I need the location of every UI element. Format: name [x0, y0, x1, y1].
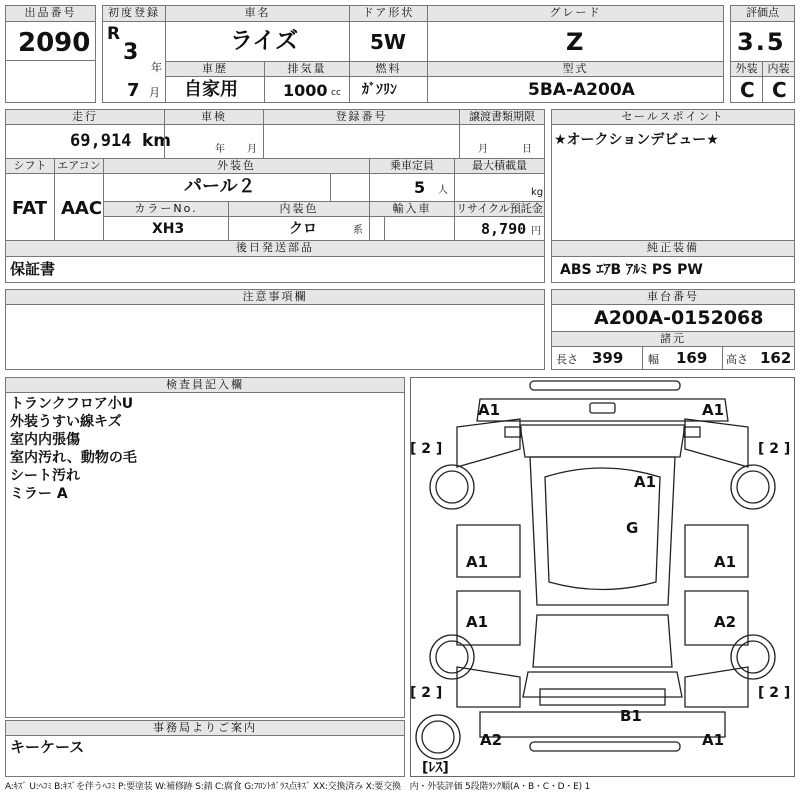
inspection-year-unit: 年 [215, 144, 225, 155]
sales-label: セールスポイント [551, 109, 795, 125]
score: 3.5 [737, 28, 786, 56]
car-name: ライズ [230, 28, 299, 54]
reg-month-unit: 月 [149, 86, 160, 99]
recycle: 8,790 [481, 220, 527, 238]
spec-divider-2 [722, 347, 723, 369]
notes-label: 注意事項欄 [5, 289, 545, 305]
spec-cell [551, 346, 795, 370]
hood-shape [477, 399, 728, 421]
loading-unit: kg [531, 187, 544, 198]
first-reg-label: 初度登録 [102, 5, 166, 22]
color-cell [103, 173, 370, 202]
damage-mark: A1 [466, 613, 489, 631]
chassis-label: 車台番号 [551, 289, 795, 305]
windshield-shape [520, 425, 685, 457]
left-mirror-shape [505, 427, 521, 437]
recycle-unit: 円 [531, 226, 541, 237]
history-cell [165, 76, 265, 103]
ac-label: エアコン [54, 158, 104, 174]
rear-window-shape [533, 615, 672, 667]
model: 5BA-A200A [528, 80, 635, 100]
damage-mark: A2 [480, 731, 503, 749]
era: R [107, 24, 121, 44]
damage-mark: A1 [466, 553, 489, 571]
ext-label: 外装 [730, 61, 763, 77]
exhaust-shape [530, 742, 680, 751]
fuel-cell [349, 76, 428, 103]
grade-label: グレード [427, 5, 724, 22]
notes-cell [5, 304, 545, 370]
front-right-wheel-hub-shape [737, 471, 769, 503]
front-right-wing-shape [685, 419, 748, 467]
damage-mark: A1 [702, 401, 725, 419]
door-type: 5W [370, 30, 406, 54]
intcolor: クロ [289, 221, 317, 237]
width-label: 幅 [648, 353, 659, 366]
rear-bumper-shape [480, 712, 725, 737]
capacity-label: 乗車定員 [369, 158, 455, 174]
recycle-label: リサイクル預託金 [454, 201, 545, 217]
height-label: 高さ [726, 353, 748, 366]
import-divider [384, 217, 385, 240]
damage-mark: A2 [714, 613, 737, 631]
loading-cell [454, 173, 545, 202]
trunk-shape [523, 672, 682, 697]
int-grade: C [772, 78, 787, 102]
name-label: 車名 [165, 5, 350, 22]
int-cell [762, 76, 795, 103]
tire-depth: [ 2 ] [410, 441, 443, 457]
colorno-label: カラーNo. [103, 201, 229, 217]
loading-label: 最大積載量 [454, 158, 545, 174]
equip-label: 純正装備 [551, 240, 795, 257]
inspection-month-unit: 月 [247, 144, 257, 155]
color-divider [330, 174, 331, 201]
front-bumper-shape [530, 381, 680, 390]
equip-cell [551, 256, 795, 283]
mileage: 69,914 [70, 131, 132, 151]
displacement-label: 排気量 [264, 61, 350, 77]
mileage-cell [5, 124, 172, 159]
name-cell [165, 21, 350, 62]
recycle-cell [454, 216, 545, 241]
int-label: 内装 [762, 61, 795, 77]
mileage-label: 走行 [5, 109, 165, 125]
inspector-label: 検査員記入欄 [5, 377, 405, 393]
door-cell [349, 21, 428, 62]
displacement: 1000 [283, 81, 328, 100]
ext-grade: C [740, 78, 755, 102]
length: 399 [592, 349, 624, 367]
spare-wheel-hub-shape [422, 721, 454, 753]
reg-year: 3 [123, 40, 139, 65]
color-label: 外装色 [103, 158, 370, 174]
damage-mark: B1 [620, 707, 642, 725]
lot-label: 出品番号 [5, 5, 96, 22]
import-label: 輸入車 [369, 201, 455, 217]
displacement-cell [264, 76, 350, 103]
right-mirror-shape [684, 427, 700, 437]
reg-year-unit: 年 [151, 61, 162, 74]
inspector-line: トランクフロア小U [10, 396, 134, 412]
front-emblem-shape [590, 403, 615, 413]
length-label: 長さ [556, 353, 578, 366]
model-cell [427, 76, 724, 103]
grade: Z [566, 28, 584, 56]
lot-blank-cell [5, 60, 96, 103]
car-diagram [410, 377, 795, 777]
shift-cell [5, 173, 55, 241]
capacity-unit: 人 [438, 185, 448, 196]
capacity: 5 [414, 178, 426, 197]
damage-mark: A1 [702, 731, 725, 749]
spec-divider-1 [642, 347, 643, 369]
model-label: 型式 [427, 61, 724, 77]
colorno: XH3 [152, 221, 185, 237]
inspector-line: 室内汚れ、動物の毛 [10, 450, 137, 466]
chassis-number: A200A-0152068 [594, 307, 764, 329]
equipment: ABS ｴｱB ｱﾙﾐ PS PW [560, 262, 703, 278]
damage-mark: G [626, 519, 639, 537]
inspector-line: 外装うすい線キズ [10, 414, 122, 430]
tire-depth: [ 2 ] [410, 685, 443, 701]
color: パール２ [184, 176, 256, 197]
rear-left-wheel-hub-shape [436, 641, 468, 673]
tire-depth: [ 2 ] [758, 441, 791, 457]
manual-day-unit: 日 [522, 144, 532, 155]
inspection-label: 車検 [164, 109, 264, 125]
ac-cell [54, 173, 104, 241]
manual-month-unit: 月 [478, 144, 488, 155]
score-label: 評価点 [730, 5, 795, 22]
spare-tire-status: [ﾚｽ] [422, 760, 449, 776]
legend: A:ｷｽﾞ U:ﾍｺﾐ B:ｷｽﾞを伴うﾍｺﾐ P:要塗装 W:補修跡 S:錆 C:腐食 G:ﾌﾛﾝﾄｶﾞﾗｽ点ｷｽﾞ XX:交換済み X:要交換 内・外装評価 5段階ﾗﾝｸ順(A・B・C・D・E) 1 [5, 782, 591, 792]
mileage-unit: km [142, 131, 172, 151]
regno-label: 登録番号 [263, 109, 460, 125]
lot-cell [5, 21, 96, 61]
import-cell [369, 216, 455, 241]
inspector-line: ミラー A [10, 486, 68, 502]
office-text: キーケース [10, 738, 85, 756]
later-parts: 保証書 [10, 260, 56, 278]
ac: AAC [61, 198, 103, 219]
later-label: 後日発送部品 [5, 240, 545, 257]
intcolor-unit: 系 [353, 225, 363, 236]
damage-mark: A1 [714, 553, 737, 571]
capacity-cell [369, 173, 455, 202]
inspection-cell [164, 124, 264, 159]
spec-label: 諸元 [551, 331, 795, 347]
grade-cell [427, 21, 724, 62]
displacement-unit: cc [331, 88, 341, 98]
inspector-line: 室内内張傷 [10, 432, 80, 448]
rear-right-wheel-hub-shape [737, 641, 769, 673]
shift-label: シフト [5, 158, 55, 174]
reg-month: 7 [127, 80, 140, 101]
intcolor-cell [228, 216, 370, 241]
shift: FAT [12, 198, 48, 219]
chassis-cell [551, 304, 795, 332]
regno-cell [263, 124, 460, 159]
office-cell [5, 735, 405, 777]
inspector-notes [5, 392, 405, 718]
lot-number: 2090 [18, 28, 91, 58]
manual-cell [459, 124, 545, 159]
office-label: 事務局よりご案内 [5, 720, 405, 736]
intcolor-label: 内装色 [228, 201, 370, 217]
first-reg-cell [102, 21, 166, 103]
inspector-line: シート汚れ [10, 468, 80, 484]
later-cell [5, 256, 545, 283]
history: 自家用 [184, 79, 238, 100]
manual-label: 譲渡書類期限 [459, 109, 545, 125]
height: 162 [760, 349, 792, 367]
history-label: 車歴 [165, 61, 265, 77]
sales-cell [551, 124, 795, 241]
tire-depth: [ 2 ] [758, 685, 791, 701]
damage-mark: A1 [478, 401, 501, 419]
score-cell [730, 21, 795, 62]
damage-mark: A1 [634, 473, 657, 491]
front-left-wing-shape [457, 419, 520, 467]
door-label: ドア形状 [349, 5, 428, 22]
sales-point: ★オークションデビュー★ [554, 132, 719, 148]
front-left-wheel-hub-shape [436, 471, 468, 503]
fuel: ｶﾞｿﾘﾝ [362, 82, 397, 98]
colorno-cell [103, 216, 229, 241]
ext-cell [730, 76, 763, 103]
width: 169 [676, 349, 708, 367]
fuel-label: 燃料 [349, 61, 428, 77]
